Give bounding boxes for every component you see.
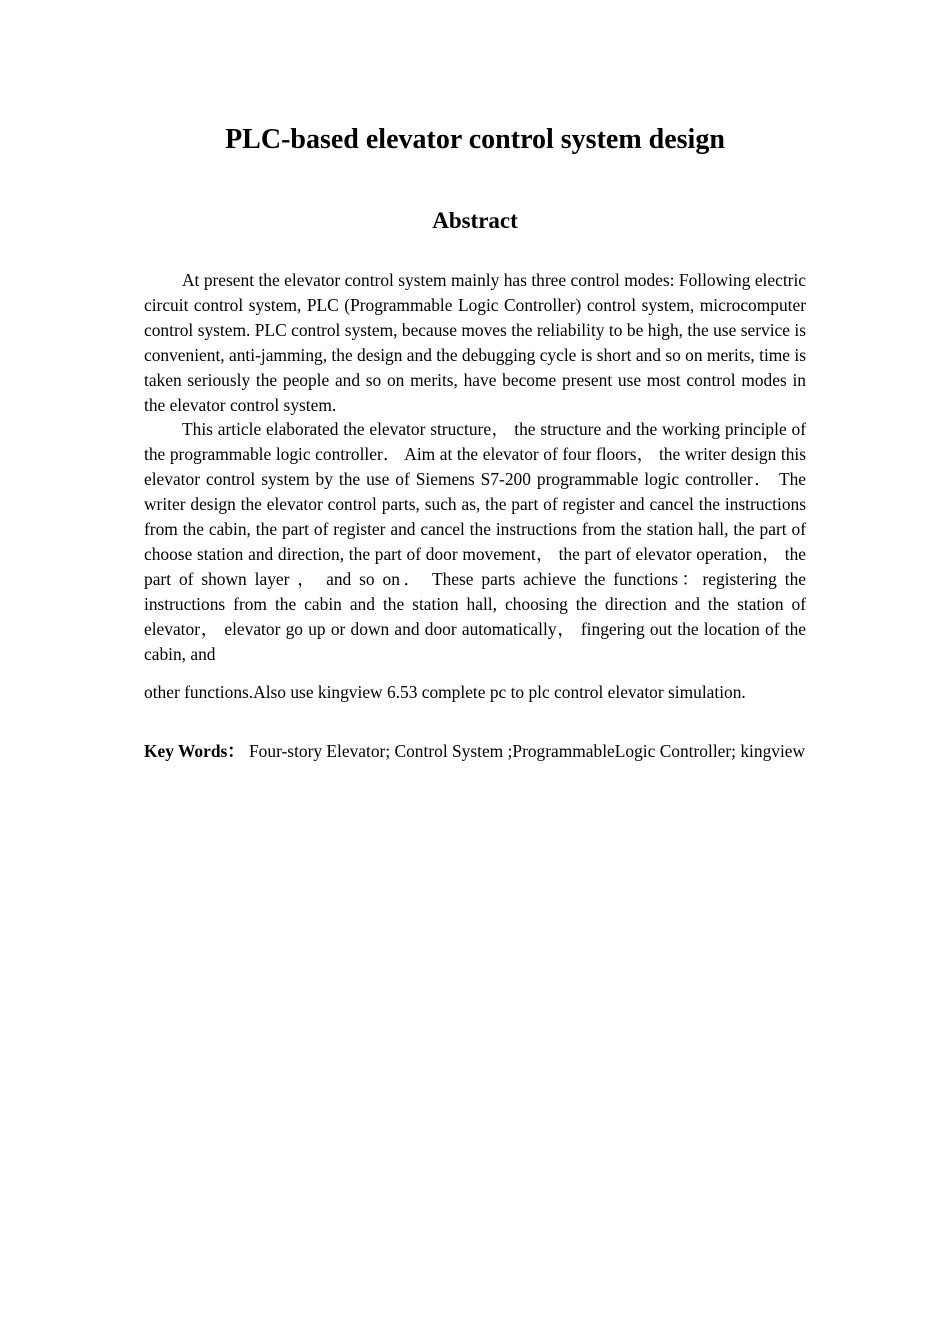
abstract-body [144, 268, 806, 667]
keywords-text: Four-story Elevator; Control System ;ProgrammableLogic Controller; kingview [244, 741, 806, 761]
abstract-paragraph-2: This article elaborated the elevator structure， the structure and the working principle of the programmable logic controller． Aim at the elevator of four floors， the writer design this elevator control system by the use of Siemens S7-200 programmable logic controller． The writer design the elevator control parts, such as, the part of register and cancel the instructions from the cabin, the part of register and cancel the instructions from the station hall, the part of choose station and direction, the part of door movement， the part of elevator operation， the part of shown layer ， and so on． These parts achieve the functions：registering the instructions from the cabin and the station hall, choosing the direction and the station of elevator， elevator go up or down and door automatically， fingering out the location of the cabin, and [144, 419, 806, 664]
abstract-heading: Abstract [432, 208, 518, 233]
document-title: PLC-based elevator control system design [225, 124, 725, 155]
abstract-closing-line: other functions.Also use kingview 6.53 complete pc to plc control elevator simulation. [144, 682, 746, 702]
keywords-label: Key Words： [144, 741, 245, 761]
abstract-paragraph-1: At present the elevator control system mainly has three control modes: Following electric circuit control system, PLC (Programmable Logic Controller) control system, microcomputer control system. PLC control system, because moves the reliability to be high, the use service is convenient, anti-jamming, the design and the debugging cycle is short and so on merits, time is taken seriously the people and so on merits, have become present use most control modes in the elevator control system. [144, 270, 806, 415]
keywords [144, 739, 806, 764]
